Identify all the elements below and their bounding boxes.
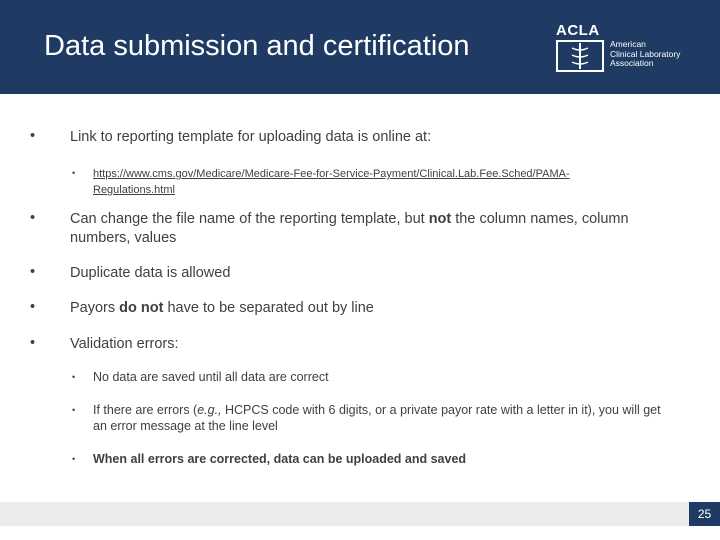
bullet-item-payors [70,299,670,318]
bullet-text-bold: not [428,211,452,227]
bullet-marker: • [30,299,36,315]
bullet-text-post: have to be separated out by line [163,300,374,316]
logo-line1: American [610,39,646,49]
sub-bullet-marker: • [72,454,76,464]
bullet-text-bold: do not [119,300,164,316]
bullet-text-pre: Can change the file name of the reporting template, but [70,211,429,227]
bullet-item-file-name [70,210,670,248]
bullet-marker: • [30,210,36,226]
sub-bullet-marker: • [72,405,76,415]
bullet-item-template-link: Link to reporting template for uploading data is online at: [70,129,432,145]
bullet-item-duplicate-data: Duplicate data is allowed [70,265,231,281]
sub-bullet-no-data-saved: No data are saved until all data are correct [93,370,329,384]
footer-bar [0,502,720,526]
sub-bullet-url-container [93,165,633,197]
page-number: 25 [689,502,720,526]
template-url-link[interactable]: https://www.cms.gov/Medicare/Medicare-Fee-for-Service-Payment/Clinical.Lab.Fee.Sched/PAMA-Regulations.html [93,168,570,196]
sub-bullet-text-italic: e.g., [197,403,222,417]
logo-line3: Association [610,58,654,68]
bullet-text-post: the column names, column numbers, values [70,211,629,246]
logo-text [610,40,680,69]
bullet-marker: • [30,128,36,144]
caduceus-icon [556,40,606,72]
sub-bullet-errors-corrected: When all errors are corrected, data can be uploaded and saved [93,452,467,466]
sub-bullet-marker: • [72,372,76,382]
sub-bullet-marker: • [72,168,76,178]
bullet-marker: • [30,264,36,280]
bullet-marker: • [30,335,36,351]
slide-title: Data submission and certification [44,30,470,62]
header-bar [0,0,720,94]
sub-bullet-text-pre: If there are errors ( [93,403,198,417]
logo-acronym: ACLA [556,22,600,39]
acla-logo [554,22,694,74]
bullet-item-validation-errors: Validation errors: [70,336,179,352]
logo-line2: Clinical Laboratory [610,48,681,59]
bullet-text-pre: Payors [70,300,120,316]
sub-bullet-error-message [93,402,668,434]
sub-bullet-text-post: HCPCS code with 6 digits, or a private payor rate with a letter in it), you will get an error message at the line level [93,403,661,433]
